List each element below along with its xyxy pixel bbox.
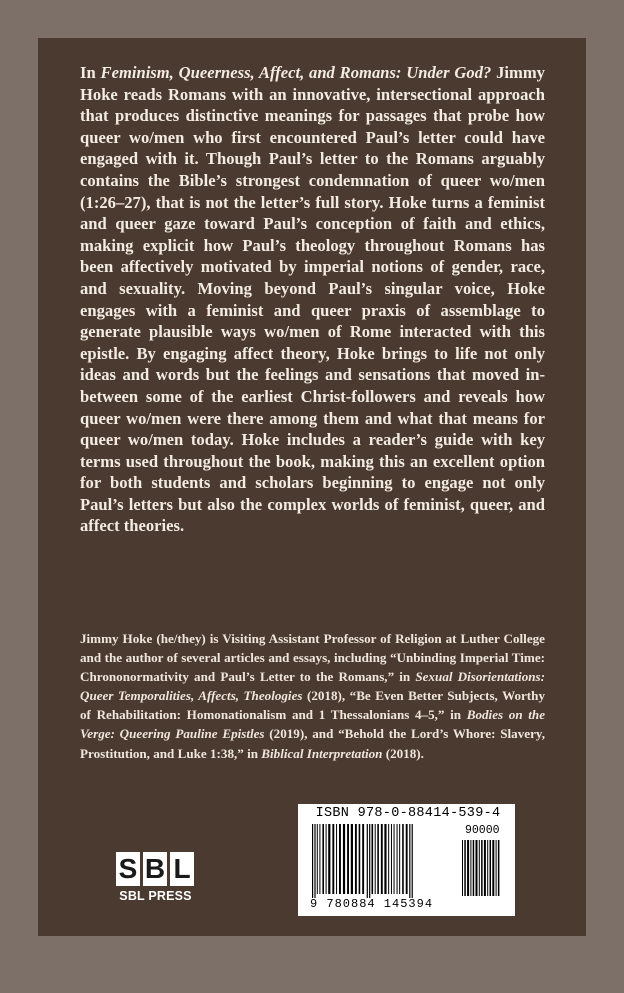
isbn-barcode — [298, 804, 515, 916]
barcode-bar — [332, 824, 334, 894]
barcode-bar — [359, 824, 361, 894]
author-bio — [80, 629, 545, 763]
barcode-addon-bar — [484, 840, 486, 896]
barcode-bar — [372, 824, 374, 894]
barcode-bar — [319, 824, 320, 894]
publisher-name: SBL PRESS — [119, 889, 192, 903]
barcode-guard-bar — [314, 824, 315, 898]
logo-letter: S — [116, 852, 140, 886]
barcode-guard-bar — [412, 824, 413, 898]
barcode-bar — [399, 824, 400, 894]
barcode-guard-bar — [312, 824, 313, 898]
barcode-addon-bar — [492, 840, 494, 896]
barcode-bar — [377, 824, 379, 894]
barcode-bar — [317, 824, 318, 894]
barcode-addon-bar — [470, 840, 471, 896]
barcode-bar — [328, 824, 330, 894]
barcode-bar — [394, 824, 395, 894]
sbl-logo-mark — [116, 852, 196, 886]
barcode-addon-bar — [487, 840, 488, 896]
barcode-bar — [388, 824, 389, 894]
barcode-bar — [322, 824, 324, 894]
book-description — [80, 62, 545, 537]
logo-letter: B — [144, 853, 166, 884]
logo-letter: L — [170, 852, 194, 886]
barcode-bar — [381, 824, 383, 894]
barcode-bar — [343, 824, 345, 894]
barcode-bar — [402, 824, 404, 894]
barcode-bar — [326, 824, 327, 894]
barcode-bar — [406, 824, 408, 894]
barcode-addon-bar — [498, 840, 500, 896]
sbl-press-logo — [116, 852, 196, 903]
barcode-addon-bar — [496, 840, 497, 896]
bio-title: Sexual Disorientations: Queer Temporalities, Affects, Theologies — [80, 669, 545, 704]
barcode-guard-bar — [409, 824, 410, 898]
barcode-addon-bar — [481, 840, 483, 896]
barcode-bar — [375, 824, 376, 894]
barcode-bar — [397, 824, 398, 894]
barcode-bar — [347, 824, 349, 894]
barcode-addon-bar — [462, 840, 463, 896]
barcode-addon-bar — [490, 840, 492, 896]
barcode-addon-bar — [473, 840, 475, 896]
description-text: Jimmy Hoke reads Romans with an innovative, intersectional approach that produces distinctive meanings for passages that probe how queer wo/men who first encountered Paul’s letter could have engaged with it. Though Paul’s letter to the Romans arguably contains the Bible’s strongest condemnation of queer wo/men (1:26–27), that is not the letter’s full story. Hoke turns a feminist and queer gaze toward Paul’s conception of faith and ethics, making explicit how Paul’s theology throughout Romans has been affectively motivated by imperial notions of gender, race, and sexuality. Moving beyond Paul’s singular voice, Hoke engages with a feminist and queer praxis of assemblage to generate plausible ways wo/men of Rome interacted with this epistle. By engaging affect theory, Hoke brings to life not only ideas and words but the feelings and sensations that moved in-between some of the earliest Christ-followers and reveals how queer wo/men were there among them and what that means for queer wo/men today. Hoke includes a reader’s guide with key terms used throughout the book, making this an excellent option for both students and scholars beginning to engage not only Paul’s letters but also the complex worlds of feminist, queer, and affect theories. — [80, 63, 545, 536]
barcode-bar — [362, 824, 364, 894]
bio-text: (2018). — [382, 745, 424, 761]
price-code: 90000 — [465, 824, 500, 837]
barcode-guard-bar — [369, 824, 370, 898]
book-title: Feminism, Queerness, Affect, and Romans: Under God? — [100, 63, 492, 82]
barcode-guard-bar — [367, 824, 368, 898]
barcode-bar — [351, 824, 353, 894]
barcode-digits: 9 780884 145394 — [310, 897, 434, 911]
barcode-bar — [336, 824, 337, 894]
bio-text: (2018), “Be Even Better Subjects, Worthy of Rehabilitation: Homonationalism and 1 Thessalonians 4–5,” in — [80, 688, 545, 723]
description-text: In — [80, 63, 101, 82]
barcode-addon-bar — [476, 840, 478, 896]
barcode-bar — [355, 824, 357, 894]
bio-text: Jimmy Hoke (he/they) is Visiting Assistant Professor of Religion at Luther College and the author of several articles and essays, including “Unbinding Imperial Time: Chrononormativity and Paul’s Letter to the Romans,” in — [80, 631, 545, 685]
barcode-bar — [339, 824, 341, 894]
bio-title: Bodies on the Verge: Queering Pauline Epistles — [80, 707, 546, 742]
isbn-text: ISBN 978-0-88414-539-4 — [315, 806, 501, 821]
bio-title: Biblical Interpretation — [261, 745, 383, 761]
barcode-bar — [384, 824, 386, 894]
barcode-addon-bar — [467, 840, 469, 896]
barcode-addon-bar — [464, 840, 466, 896]
barcode-bar — [391, 824, 392, 894]
bio-text: (2019), and “Behold the Lord’s Whore: Slavery, Prostitution, and Luke 1:38,” in — [80, 726, 546, 761]
barcode-addon-bar — [479, 840, 480, 896]
